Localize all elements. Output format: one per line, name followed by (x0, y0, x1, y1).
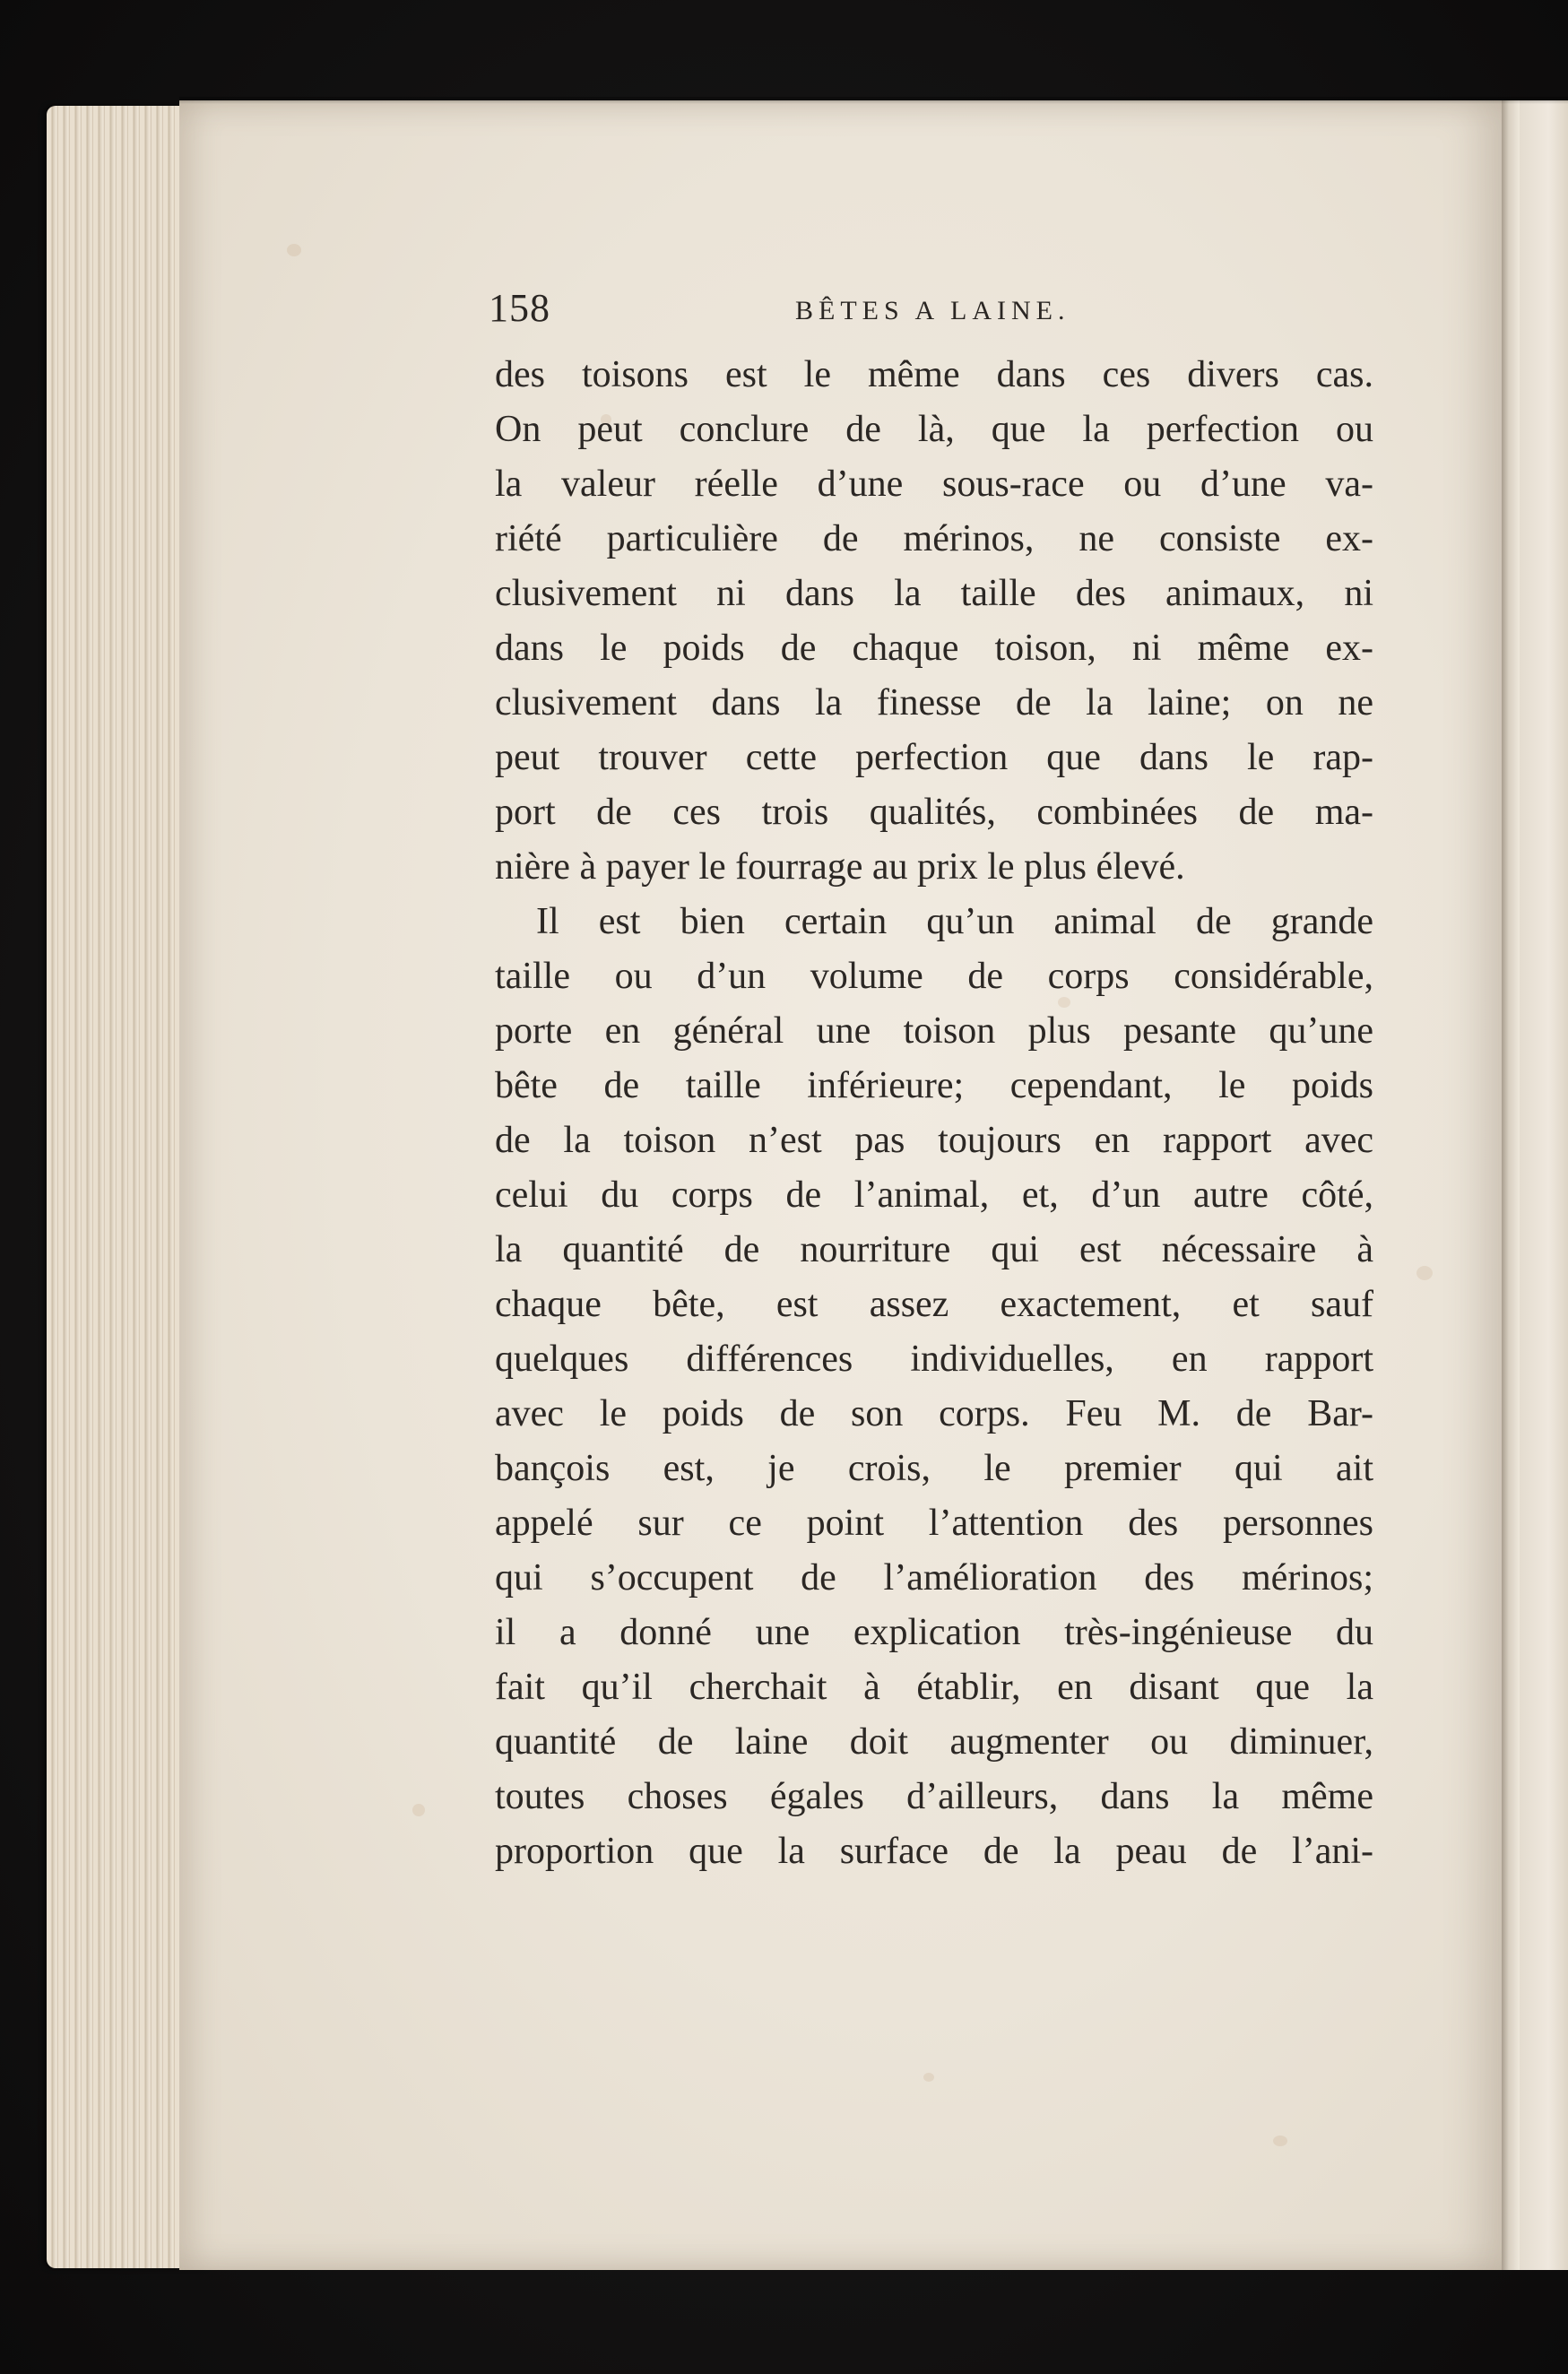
text-line: toutes choses égales d’ailleurs, dans la même (495, 1776, 1373, 1817)
text-line: il a donné une explication très-ingénieuse du (495, 1612, 1373, 1653)
text-line: nière à payer le fourrage au prix le plus élevé. (495, 846, 1185, 888)
page-number: 158 (489, 286, 550, 330)
page-gutter (1502, 100, 1520, 2270)
text-line: taille ou d’un volume de corps considérable, (495, 956, 1373, 997)
facing-page-edge (1520, 100, 1568, 2270)
text-line: porte en général une toison plus pesante qu’une (495, 1010, 1373, 1052)
running-head: BÊTES A LAINE. (795, 296, 1070, 325)
top-shadow (179, 97, 1568, 104)
text-line: la valeur réelle d’une sous-race ou d’une va- (495, 464, 1373, 505)
text-line: chaque bête, est assez exactement, et sauf (495, 1284, 1373, 1325)
text-line: dans le poids de chaque toison, ni même ex- (495, 628, 1373, 669)
text-line: de la toison n’est pas toujours en rapport avec (495, 1120, 1373, 1161)
text-line: bançois est, je crois, le premier qui ait (495, 1448, 1373, 1489)
text-line: qui s’occupent de l’amélioration des mérinos; (495, 1557, 1373, 1599)
foxing-spot (287, 244, 301, 256)
body-text (495, 348, 1373, 1879)
text-line: quantité de laine doit augmenter ou diminuer, (495, 1721, 1373, 1763)
text-line: la quantité de nourriture qui est nécessaire à (495, 1229, 1373, 1270)
text-line: appelé sur ce point l’attention des personnes (495, 1503, 1373, 1544)
text-line: peut trouver cette perfection que dans le rap- (495, 737, 1373, 778)
text-line: bête de taille inférieure; cependant, le poids (495, 1065, 1373, 1106)
text-line: port de ces trois qualités, combinées de ma- (495, 792, 1373, 833)
text-line: fait qu’il cherchait à établir, en disant que la (495, 1667, 1373, 1708)
foxing-spot (1273, 2136, 1287, 2146)
text-line: clusivement ni dans la taille des animaux, ni (495, 573, 1373, 614)
foxing-spot (412, 1804, 425, 1816)
page-header (489, 285, 1385, 339)
text-line: On peut conclure de là, que la perfection ou (495, 409, 1373, 450)
text-line: riété particulière de mérinos, ne consiste ex- (495, 518, 1373, 559)
text-line: avec le poids de son corps. Feu M. de Bar- (495, 1393, 1373, 1434)
text-line: des toisons est le même dans ces divers cas. (495, 354, 1373, 395)
foxing-spot (923, 2073, 934, 2082)
text-line: quelques différences individuelles, en rapport (495, 1339, 1373, 1380)
text-line: proportion que la surface de la peau de l’ani- (495, 1831, 1373, 1872)
text-line: celui du corps de l’animal, et, d’un autre côté, (495, 1174, 1373, 1216)
text-line: Il est bien certain qu’un animal de grande (536, 901, 1373, 942)
text-line: clusivement dans la finesse de la laine; on ne (495, 682, 1373, 723)
foxing-spot (1416, 1266, 1433, 1280)
